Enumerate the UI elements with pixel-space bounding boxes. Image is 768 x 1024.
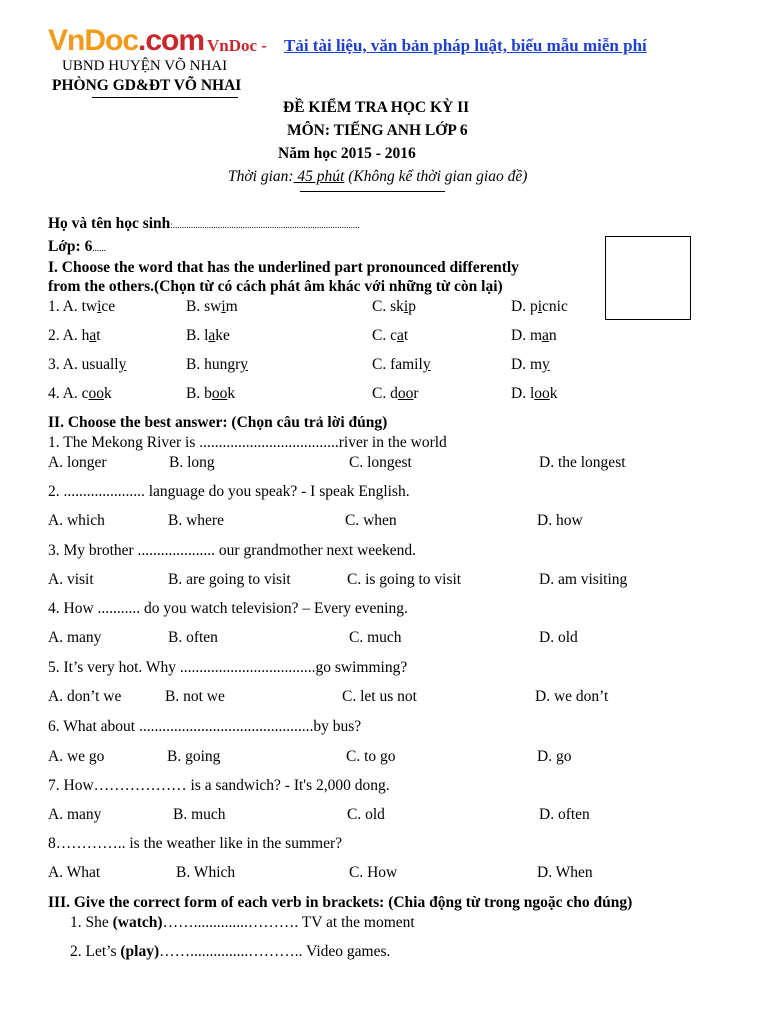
answer-3-d[interactable]: D. am visiting: [539, 571, 628, 588]
question-3: 3. My brother .................... our grandmother next weekend.: [48, 542, 417, 559]
option-1-d[interactable]: D. picnic: [511, 298, 568, 315]
underlined-sound: a: [542, 327, 549, 344]
answer-6-a[interactable]: A. we go: [48, 748, 105, 765]
student-name-field[interactable]: Họ và tên học sinh:...................................................................................: [48, 215, 360, 232]
answer-5-b[interactable]: B. not we: [165, 688, 225, 705]
answer-4-c[interactable]: C. much: [349, 629, 402, 646]
answer-1-b[interactable]: B. long: [169, 454, 215, 471]
underlined-sound: i: [403, 298, 409, 315]
answer-6-d[interactable]: D. go: [537, 748, 572, 765]
answer-2-b[interactable]: B. where: [168, 512, 224, 529]
exam-subject: MÔN: TIẾNG ANH LỚP 6: [287, 122, 468, 139]
option-4-b[interactable]: B. book: [186, 385, 236, 402]
question-7: 7. How……………… is a sandwich? - It's 2,000 dong.: [48, 777, 390, 794]
verb-in-brackets: (play): [120, 943, 160, 960]
option-2-b[interactable]: B. lake: [186, 327, 230, 344]
part1-heading: I. Choose the word that has the underlined part pronounced differently: [48, 259, 519, 276]
answer-1-a[interactable]: A. longer: [48, 454, 107, 471]
answer-5-d[interactable]: D. we don’t: [535, 688, 609, 705]
verb-item-2[interactable]: 2. Let’s (play)……...............……….. Video games.: [70, 943, 391, 960]
underlined-sound: i: [221, 298, 226, 315]
underlined-sound: y: [118, 356, 127, 373]
underlined-sound: oo: [397, 385, 414, 402]
answer-2-d[interactable]: D. how: [537, 512, 583, 529]
underlined-sound: a: [396, 327, 404, 344]
part2-heading: II. Choose the best answer: (Chọn câu trả lời đúng): [48, 414, 388, 431]
underlined-sound: i: [537, 298, 543, 315]
option-3-d[interactable]: D. my: [511, 356, 550, 373]
divider: [300, 191, 445, 192]
org-line-2: PHÒNG GD&ĐT VÕ NHAI: [52, 77, 242, 94]
question-1: 1. The Mekong River is ....................................river in the world: [48, 434, 447, 451]
option-2-d[interactable]: D. man: [511, 327, 557, 344]
option-2-c[interactable]: C. cat: [372, 327, 409, 344]
answer-8-b[interactable]: B. Which: [176, 864, 236, 881]
answer-3-c[interactable]: C. is going to visit: [347, 571, 462, 588]
vndoc-logo[interactable]: VnDoc.com: [48, 24, 205, 57]
option-1-c[interactable]: C. skip: [372, 298, 416, 315]
divider: [92, 97, 238, 98]
option-4-c[interactable]: C. door: [372, 385, 419, 402]
answer-6-b[interactable]: B. going: [167, 748, 221, 765]
underlined-sound: oo: [211, 385, 228, 402]
underlined-sound: oo: [88, 385, 104, 402]
tagline-link[interactable]: Tải tài liệu, văn bản pháp luật, biểu mẫu miễn phí: [284, 36, 647, 55]
underlined-sound: y: [240, 356, 248, 373]
verb-item-1[interactable]: 1. She (watch)……..............………. TV at the moment: [70, 914, 415, 931]
option-3-c[interactable]: C. family: [372, 356, 431, 373]
verb-in-brackets: (watch): [112, 914, 163, 931]
answer-6-c[interactable]: C. to go: [346, 748, 396, 765]
exam-year: Năm học 2015 - 2016: [278, 145, 416, 162]
answer-7-c[interactable]: C. old: [347, 806, 385, 823]
answer-3-a[interactable]: A. visit: [48, 571, 94, 588]
student-class-field[interactable]: Lớp: 6......: [48, 238, 106, 255]
underlined-sound: a: [208, 327, 216, 344]
answer-4-a[interactable]: A. many: [48, 629, 102, 646]
answer-2-a[interactable]: A. which: [48, 512, 105, 529]
exam-title: ĐỀ KIỂM TRA HỌC KỲ II: [283, 99, 470, 116]
part3-heading: III. Give the correct form of each verb in brackets: (Chia động từ trong ngoặc cho đúng): [48, 894, 633, 911]
question-4: 4. How ........... do you watch television? – Every evening.: [48, 600, 408, 617]
answer-7-a[interactable]: A. many: [48, 806, 102, 823]
answer-7-b[interactable]: B. much: [173, 806, 226, 823]
site-name: VnDoc -: [207, 36, 267, 55]
underlined-sound: y: [422, 356, 431, 373]
answer-5-a[interactable]: A. don’t we: [48, 688, 122, 705]
answer-1-d[interactable]: D. the longest: [539, 454, 626, 471]
option-3-b[interactable]: B. hungry: [186, 356, 248, 373]
answer-1-c[interactable]: C. longest: [349, 454, 412, 471]
answer-4-b[interactable]: B. often: [168, 629, 218, 646]
answer-7-d[interactable]: D. often: [539, 806, 590, 823]
underlined-sound: oo: [534, 385, 550, 402]
option-3-a[interactable]: 3. A. usually: [48, 356, 127, 373]
answer-4-d[interactable]: D. old: [539, 629, 578, 646]
score-box: [605, 236, 691, 320]
underlined-sound: a: [89, 327, 97, 344]
answer-3-b[interactable]: B. are going to visit: [168, 571, 291, 588]
answer-8-c[interactable]: C. How: [349, 864, 398, 881]
question-5: 5. It’s very hot. Why ...................................go swimming?: [48, 659, 408, 676]
underlined-sound: i: [97, 298, 102, 315]
answer-8-a[interactable]: A. What: [48, 864, 101, 881]
option-2-a[interactable]: 2. A. hat: [48, 327, 101, 344]
question-6: 6. What about .............................................by bus?: [48, 718, 362, 735]
answer-5-c[interactable]: C. let us not: [342, 688, 417, 705]
option-1-a[interactable]: 1. A. twice: [48, 298, 116, 315]
answer-8-d[interactable]: D. When: [537, 864, 593, 881]
answer-2-c[interactable]: C. when: [345, 512, 397, 529]
exam-time: Thời gian: 45 phút (Không kể thời gian giao đề): [228, 168, 528, 185]
option-4-d[interactable]: D. look: [511, 385, 558, 402]
part1-heading: from the others.(Chọn từ có cách phát âm khác với những từ còn lại): [48, 278, 503, 295]
org-line-1: UBND HUYỆN VÕ NHAI: [62, 58, 228, 74]
question-8: 8………….. is the weather like in the summer?: [48, 835, 343, 852]
option-1-b[interactable]: B. swim: [186, 298, 238, 315]
underlined-sound: y: [542, 356, 550, 373]
question-2: 2. ..................... language do you speak? - I speak English.: [48, 483, 410, 500]
option-4-a[interactable]: 4. A. cook: [48, 385, 112, 402]
